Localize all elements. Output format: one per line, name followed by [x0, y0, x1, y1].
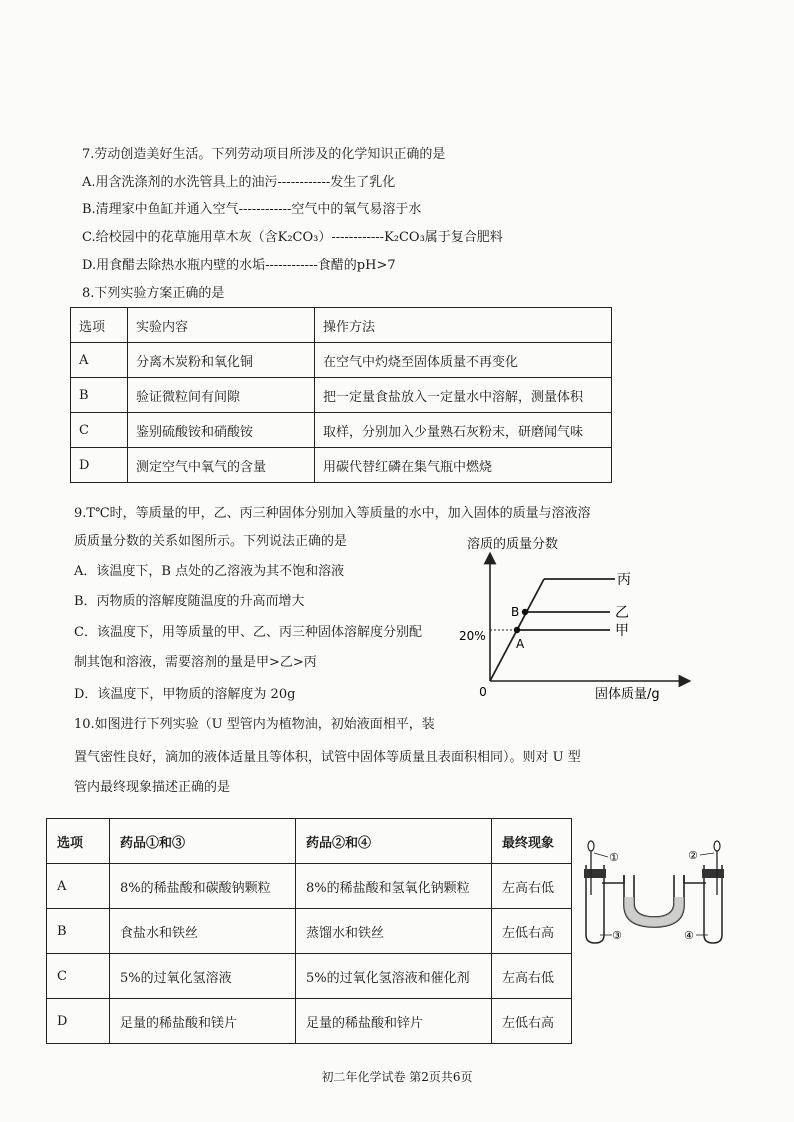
point-b-label: B [511, 605, 520, 619]
table-header-cell: 选项 [71, 308, 128, 343]
table-cell: 验证微粒间有间隙 [128, 378, 315, 413]
table-cell: 5%的过氧化氢溶液 [110, 954, 296, 999]
label-line-1 [594, 853, 608, 857]
table-row [71, 448, 612, 483]
q7-option-d: D.用食醋去除热水瓶内壁的水垢------------食醋的pH>7 [82, 258, 396, 273]
stopper-left [584, 869, 606, 878]
q9-stem-line-2: 质质量分数的关系如图所示。下列说法正确的是 [74, 534, 348, 549]
q7-stem: 7.劳动创造美好生活。下列劳动项目所涉及的化学知识正确的是 [82, 147, 446, 162]
stopper-right [702, 869, 724, 878]
table-cell: D [71, 448, 128, 483]
q10-stem-line-1: 10.如图进行下列实验（U 型管内为植物油，初始液面相平，装 [74, 717, 435, 732]
label-4: ④ [684, 929, 694, 942]
point-b [522, 609, 528, 615]
table-row [71, 378, 612, 413]
table-cell: 8%的稀盐酸和氢氧化钠颗粒 [296, 864, 492, 909]
table-cell: 足量的稀盐酸和锌片 [296, 999, 492, 1044]
table-cell: 左低右高 [492, 909, 572, 954]
table-cell: C [47, 954, 110, 999]
table-cell: 测定空气中氧气的含量 [128, 448, 315, 483]
q9-option-c-cont: 制其饱和溶液，需要溶剂的量是甲>乙>丙 [74, 655, 317, 670]
table-row [47, 999, 572, 1044]
table-cell: 左高右低 [492, 864, 572, 909]
table-header-cell: 药品①和③ [110, 819, 296, 864]
table-cell: 蒸馏水和铁丝 [296, 909, 492, 954]
q10-stem-line-2: 置气密性良好，滴加的液体适量且等体积，试管中固体等质量且表面积相同）。则对 U 型 [74, 750, 581, 765]
table-row [47, 909, 572, 954]
table-cell: 用碳代替红磷在集气瓶中燃烧 [315, 448, 612, 483]
table-cell: 5%的过氧化氢溶液和催化剂 [296, 954, 492, 999]
table-header-row [71, 308, 612, 343]
table-cell: 取样，分别加入少量熟石灰粉末，研磨闻气味 [315, 413, 612, 448]
table-cell: 8%的稀盐酸和碳酸钠颗粒 [110, 864, 296, 909]
table-row [71, 413, 612, 448]
x-axis-label: 固体质量/g [595, 687, 660, 702]
table-row [47, 954, 572, 999]
table-cell: B [47, 909, 110, 954]
label-3: ③ [612, 929, 622, 942]
table-cell: 左低右高 [492, 999, 572, 1044]
table-cell: A [47, 864, 110, 909]
table-header-cell: 药品②和④ [296, 819, 492, 864]
table-cell: 分离木炭粉和氧化铜 [128, 343, 315, 378]
table-header-cell: 最终现象 [492, 819, 572, 864]
y-tick-20: 20% [459, 629, 486, 643]
q8-table [70, 307, 612, 483]
label-line-2 [700, 853, 714, 855]
page-footer: 初二年化学试卷 第2页共6页 [321, 1070, 473, 1084]
q8-stem: 8.下列实验方案正确的是 [82, 286, 225, 301]
q9-option-c: C．该温度下，用等质量的甲、乙、丙三种固体溶解度分别配 [74, 625, 422, 640]
table-row [47, 864, 572, 909]
q7-option-a: A.用含洗涤剂的水洗管具上的油污------------发生了乳化 [82, 175, 396, 190]
point-a [514, 627, 520, 633]
u-tube-apparatus [580, 835, 730, 950]
label-2: ② [688, 849, 698, 862]
series-label-bing: 丙 [617, 572, 631, 588]
table-cell: B [71, 378, 128, 413]
table-header-cell: 实验内容 [128, 308, 315, 343]
dropper-bulb-right [714, 841, 720, 851]
q10-table [46, 818, 572, 1044]
table-cell: 足量的稀盐酸和镁片 [110, 999, 296, 1044]
q9-option-a: A．该温度下，B 点处的乙溶液为其不饱和溶液 [74, 564, 345, 579]
q10-stem-line-3: 管内最终现象描述正确的是 [74, 780, 231, 795]
series-label-jia: 甲 [615, 623, 629, 639]
dropper-bulb-left [588, 841, 594, 851]
table-cell: C [71, 413, 128, 448]
origin-label: 0 [479, 685, 487, 699]
q9-stem-line-1: 9.T℃时，等质量的甲，乙、丙三种固体分别加入等质量的水中，加入固体的质量与溶液溶 [74, 506, 591, 521]
q7-option-b: B.清理家中鱼缸并通入空气------------空气中的氧气易溶于水 [82, 202, 422, 217]
solubility-chart [455, 528, 695, 708]
table-cell: 鉴别硫酸铵和硝酸铵 [128, 413, 315, 448]
table-cell: A [71, 343, 128, 378]
table-cell: D [47, 999, 110, 1044]
table-cell: 食盐水和铁丝 [110, 909, 296, 954]
table-cell: 在空气中灼烧至固体质量不再变化 [315, 343, 612, 378]
point-a-label: A [516, 637, 525, 651]
table-header-row [47, 819, 572, 864]
q9-option-d: D．该温度下，甲物质的溶解度为 20g [74, 687, 296, 702]
q9-option-b: B．丙物质的溶解度随温度的升高而增大 [74, 594, 305, 609]
table-cell: 左高右低 [492, 954, 572, 999]
u-tube-inner [634, 875, 674, 917]
table-header-cell: 选项 [47, 819, 110, 864]
table-row [71, 343, 612, 378]
label-1: ① [609, 851, 619, 864]
table-header-cell: 操作方法 [315, 308, 612, 343]
series-label-yi: 乙 [615, 605, 629, 621]
q7-option-c: C.给校园中的花草施用草木灰（含K₂CO₃）------------K₂CO₃属于复合肥料 [82, 230, 503, 245]
y-axis-label: 溶质的质量分数 [467, 537, 559, 552]
table-cell: 把一定量食盐放入一定量水中溶解，测量体积 [315, 378, 612, 413]
